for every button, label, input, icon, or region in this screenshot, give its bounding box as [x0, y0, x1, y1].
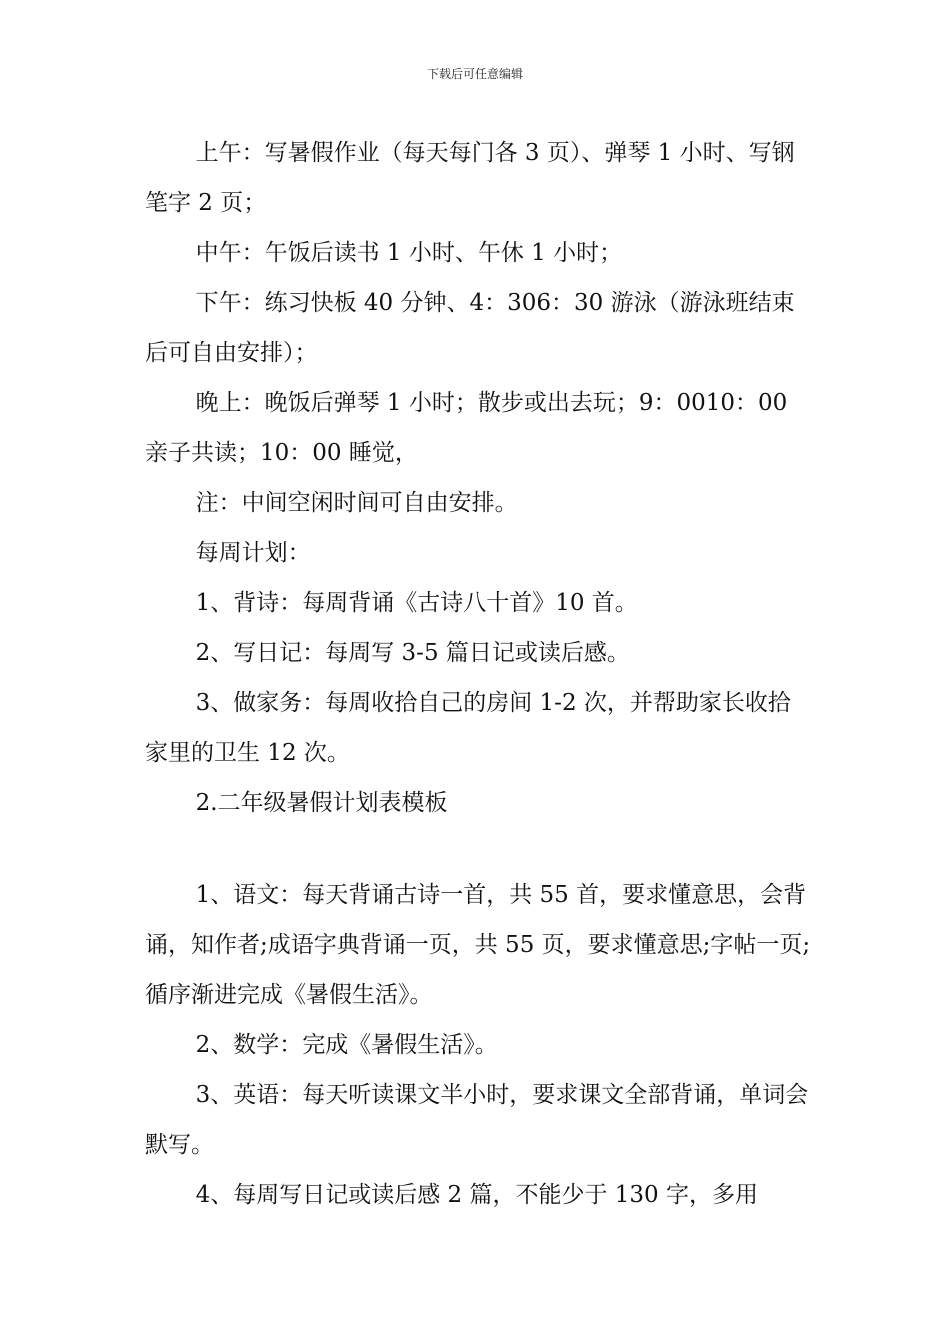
- paragraph-weekly-plan-heading: 每周计划：: [195, 540, 311, 566]
- paragraph-weekly-poems: 1、背诗：每周背诵《古诗八十首》10 首。: [195, 590, 638, 616]
- document-body: [145, 128, 813, 1220]
- paragraph-english: 3、英语：每天听读课文半小时，要求课文全部背诵，单词会默写。: [145, 1082, 809, 1158]
- paragraph-note: 注：中间空闲时间可自由安排。: [195, 490, 518, 516]
- paragraph-weekly-chores: 3、做家务：每周收拾自己的房间 1-2 次，并帮助家长收拾家里的卫生 12 次。: [145, 690, 791, 766]
- paragraph-weekly-diary: 2、写日记：每周写 3-5 篇日记或读后感。: [195, 640, 630, 666]
- paragraph-diary-requirement: 4、每周写日记或读后感 2 篇，不能少于 130 字，多用: [195, 1182, 759, 1208]
- paragraph-afternoon: 下午：练习快板 40 分钟、4：306：30 游泳（游泳班结束后可自由安排）；: [145, 290, 795, 366]
- section-gap: [145, 828, 813, 870]
- page-header: 下载后可任意编辑: [426, 67, 523, 81]
- paragraph-math: 2、数学：完成《暑假生活》。: [195, 1032, 498, 1058]
- paragraph-morning: 上午：写暑假作业（每天每门各 3 页）、弹琴 1 小时、写钢笔字 2 页；: [145, 140, 795, 216]
- paragraph-evening: 晚上：晚饭后弹琴 1 小时；散步或出去玩；9：0010：00 亲子共读；10：00 睡觉，: [145, 390, 788, 466]
- section-heading: 2.二年级暑假计划表模板: [195, 790, 448, 816]
- paragraph-chinese: 1、语文：每天背诵古诗一首，共 55 首，要求懂意思，会背诵，知作者;成语字典背诵一页，共 55 页，要求懂意思;字帖一页;循序渐进完成《暑假生活》。: [145, 882, 811, 1008]
- paragraph-noon: 中午：午饭后读书 1 小时、午休 1 小时；: [195, 240, 623, 266]
